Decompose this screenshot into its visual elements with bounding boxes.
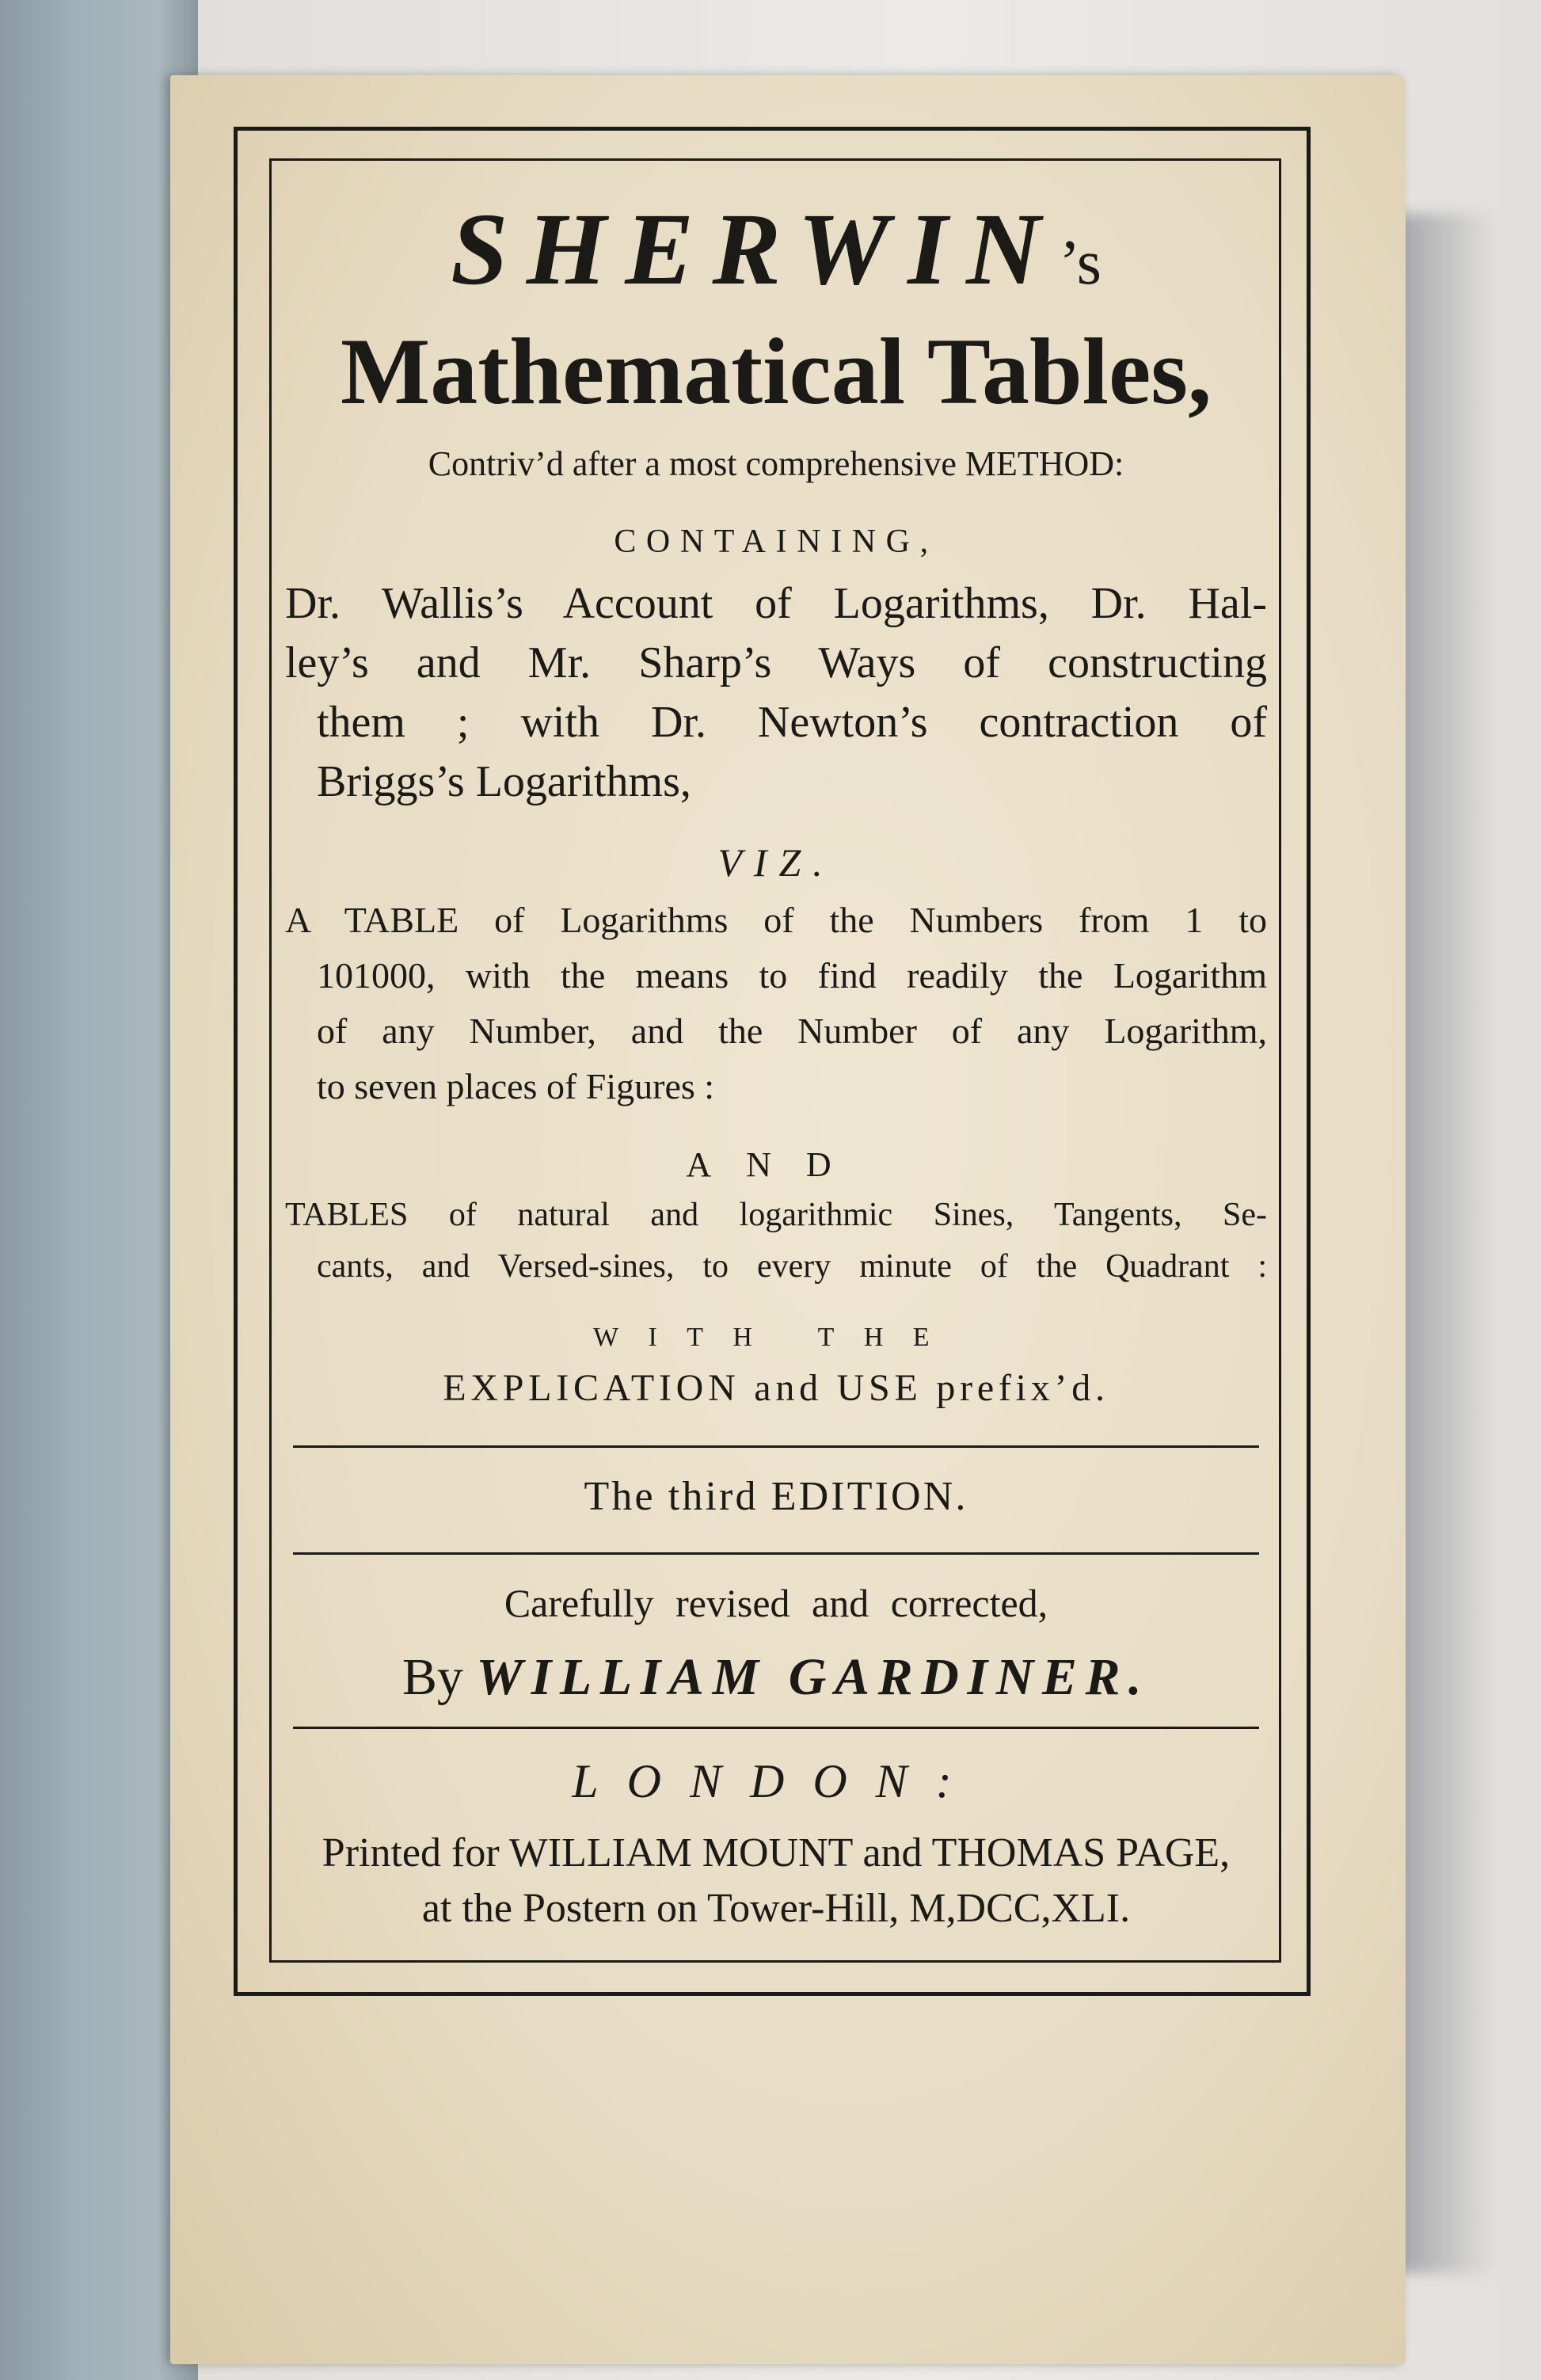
book-shadow	[1394, 214, 1497, 2273]
containing-line-2: ley’s and Mr. Sharp’s Ways of constructing	[285, 638, 1267, 687]
divider-rule-3	[293, 1727, 1259, 1729]
imprint-line-2: at the Postern on Tower-Hill, M,DCC,XLI.	[421, 1886, 1131, 1931]
revised-line: Carefully revised and corrected,	[504, 1581, 1048, 1625]
author-name: WILLIAM GARDINER.	[476, 1648, 1151, 1706]
and-heading: AND	[686, 1145, 866, 1184]
divider-rule-1	[293, 1445, 1259, 1448]
viz-line-3: of any Number, and the Number of any Logarithm,	[317, 1011, 1267, 1051]
imprint-line-1: Printed for WILLIAM MOUNT and THOMAS PAGE,	[322, 1830, 1231, 1875]
subtitle: Contriv’d after a most comprehensive METHOD:	[428, 444, 1124, 483]
and-line-1: TABLES of natural and logarithmic Sines, Tangents, Se-	[285, 1197, 1267, 1233]
divider-rule-2	[293, 1552, 1259, 1555]
author-by: By	[401, 1648, 463, 1706]
imprint-city: LONDON:	[572, 1755, 980, 1807]
explication-line: EXPLICATION and USE prefix’d.	[443, 1367, 1109, 1409]
book-cover	[0, 0, 198, 2380]
author-line	[285, 1647, 1267, 1708]
title-possessive: ’s	[1059, 228, 1102, 298]
containing-heading: CONTAINING,	[614, 524, 938, 560]
main-title: Mathematical Tables,	[341, 318, 1212, 424]
viz-line-2: 101000, with the means to find readily the Logarithm	[317, 955, 1267, 996]
viz-line-4: to seven places of Figures :	[317, 1066, 715, 1106]
title-page-text	[285, 174, 1267, 1948]
with-the-heading: WITH THE	[593, 1323, 959, 1352]
containing-line-4: Briggs’s Logarithms,	[317, 757, 691, 806]
viz-line-1: A TABLE of Logarithms of the Numbers from 1 to	[285, 900, 1267, 940]
containing-line-1: Dr. Wallis’s Account of Logarithms, Dr. Hal-	[285, 579, 1267, 628]
edition-line: The third EDITION.	[584, 1474, 968, 1519]
title-sherwin: SHERWIN	[451, 192, 1060, 307]
and-line-2: cants, and Versed-sines, to every minute of the Quadrant :	[317, 1248, 1267, 1285]
containing-line-3: them ; with Dr. Newton’s contraction of	[317, 698, 1267, 747]
viz-heading: VIZ.	[717, 840, 835, 885]
title-line-1	[285, 190, 1267, 309]
